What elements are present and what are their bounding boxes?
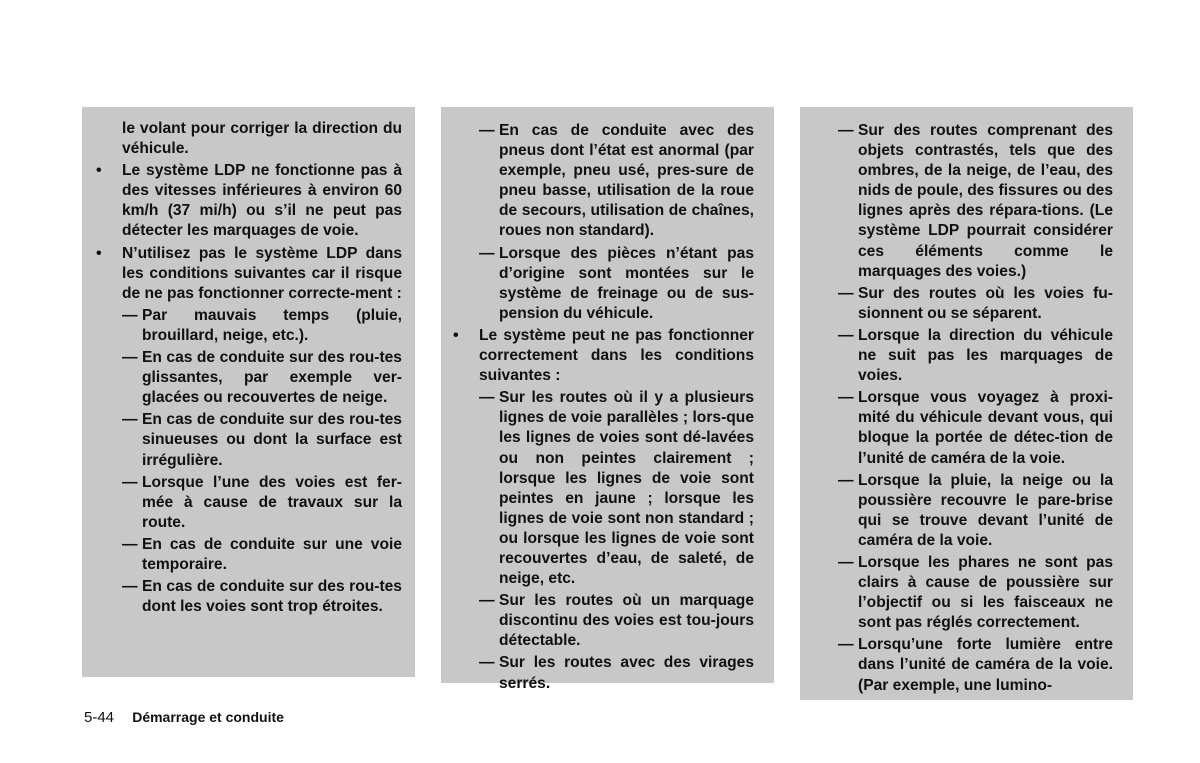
bullet-item: • Le système peut ne pas fonctionner correctement dans les conditions suivantes : [453, 326, 754, 386]
dash-item: — Sur des routes où les voies fu-sionnent ou se séparent. [838, 284, 1113, 324]
section-title: Démarrage et conduite [132, 709, 284, 725]
dash-item: — Lorsque les phares ne sont pas clairs à cause de poussière sur l’objectif ou si les faisceaux ne sont pas réglés correctement. [838, 553, 1113, 633]
dash-item: — En cas de conduite sur une voie temporaire. [122, 535, 402, 575]
page-number: 5-44 [84, 709, 115, 726]
page-footer [84, 709, 284, 726]
dash-item: — Sur les routes avec des virages serrés. [479, 653, 754, 693]
dash-item: — Sur les routes où un marquage discontinu des voies est tou-jours détectable. [479, 591, 754, 651]
dash-item: — En cas de conduite sur des rou-tes dont les voies sont trop étroites. [122, 577, 402, 617]
continuation-text: le volant pour corriger la direction du véhicule. [122, 120, 402, 158]
column-3 [800, 107, 1133, 700]
column-2 [441, 107, 774, 692]
dash-item: — Lorsque des pièces n’étant pas d’origine sont montées sur le système de freinage ou de sus-pension du véhicule. [479, 244, 754, 324]
dash-item: — Sur des routes comprenant des objets contrastés, tels que des ombres, de la neige, de l’eau, des nids de poule, des fissures ou des lignes après des répara-tions. (Le système LDP pourrait considérer ces éléments comme le marquages des voies.) [838, 121, 1113, 282]
dash-item: — En cas de conduite sur des rou-tes glissantes, par exemple ver-glacées ou recouvertes de neige. [122, 348, 402, 408]
dash-item: — Par mauvais temps (pluie, brouillard, neige, etc.). [122, 306, 402, 346]
dash-item: — Lorsque l’une des voies est fer-mée à cause de travaux sur la route. [122, 473, 402, 533]
dash-item: — En cas de conduite avec des pneus dont l’état est anormal (par exemple, pneu usé, pres-sure de pneu basse, utilisation de la roue de secours, utilisation de chaînes, roues non standard). [479, 121, 754, 242]
bullet-item: • Le système LDP ne fonctionne pas à des vitesses inférieures à environ 60 km/h (37 mi/h) ou s’il ne peut pas détecter les marquages de voie. [96, 161, 402, 241]
column-1 [82, 107, 415, 677]
dash-item: — Lorsque la direction du véhicule ne suit pas les marquages de voies. [838, 326, 1113, 386]
dash-item: — Lorsqu’une forte lumière entre dans l’unité de caméra de la voie. (Par exemple, une lumino- [838, 635, 1113, 695]
bullet-item: • N’utilisez pas le système LDP dans les conditions suivantes car il risque de ne pas fonctionner correcte-ment : [96, 244, 402, 304]
dash-item: — Lorsque la pluie, la neige ou la poussière recouvre le pare-brise qui se trouve devant l’unité de caméra de la voie. [838, 471, 1113, 551]
dash-item: — Sur les routes où il y a plusieurs lignes de voie parallèles ; lors-que les lignes de voies sont dé-lavées ou non peintes clairement ; lorsque les lignes de voie sont peintes en jaune ; lorsque les lignes de voie sont non standard ; ou lorsque les lignes de voie sont recouvertes d’eau, de saleté, de neige, etc. [479, 388, 754, 589]
dash-item: — En cas de conduite sur des rou-tes sinueuses ou dont la surface est irrégulière. [122, 410, 402, 470]
dash-item: — Lorsque vous voyagez à proxi-mité du véhicule devant vous, qui bloque la portée de détec-tion de l’unité de caméra de la voie. [838, 388, 1113, 468]
